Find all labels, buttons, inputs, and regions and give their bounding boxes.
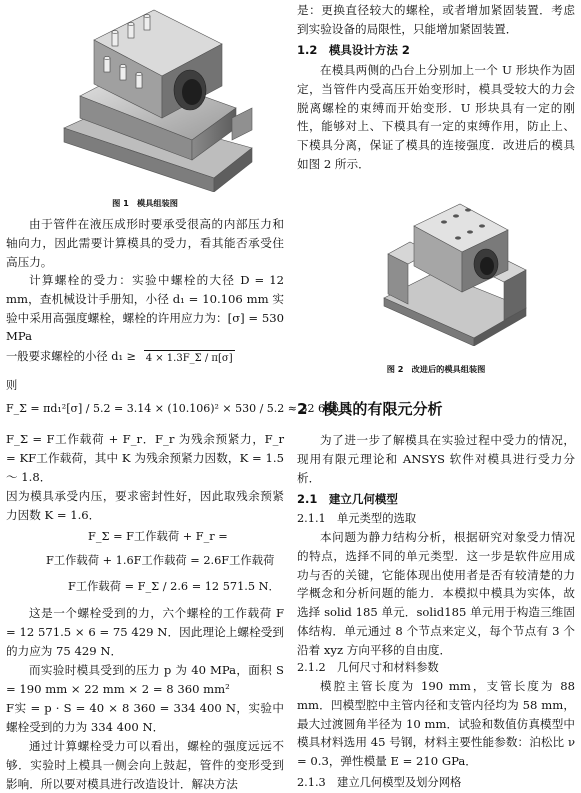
left-paragraph-1: 由于管件在液压成形时要承受很高的内部压力和轴向力，因此需要计算模具的受力，看其能否承受住高压力。 <box>6 217 284 269</box>
left-paragraph-6: 这是一个螺栓受到的力，六个螺栓的工作载荷 F = 12 571.5 × 6 = 75 429 N．因此理论上螺栓受到的力应为 75 429 N． <box>6 606 284 658</box>
radical-expression: 4 × 1.3F_Σ / π[σ] <box>144 350 235 364</box>
figure-2-caption: 图 2 改进后的模具组装图 <box>386 364 486 374</box>
section-2-heading: 2 模具的有限元分析 <box>297 400 443 418</box>
left-paragraph-9: 通过计算螺栓受力可以看出，螺栓的强度远远不够．实验时上模具一侧会向上鼓起，管件的变形受到影响．所以要对模具进行改造设计．解决方法 <box>6 739 284 791</box>
right-paragraph-3: 为了进一步了解模具在实验过程中受力的情况，现用有限元理论和 ANSYS 软件对模具进行受力分析． <box>297 433 575 485</box>
figure-1-image <box>46 0 260 192</box>
figure-1-caption: 图 1 模具组装图 <box>112 198 178 208</box>
left-paragraph-7: 而实验时模具受到的压力 p 为 40 MPa，面积 S = 190 mm × 22 mm × 2 = 8 360 mm² <box>6 663 284 696</box>
figure-2-image <box>374 196 534 346</box>
equation-2: F_Σ = F工作载荷 + F_r = <box>88 530 228 543</box>
then-label: 则 <box>6 379 18 392</box>
left-paragraph-2: 计算螺栓的受力：实验中螺栓的大径 D = 12 mm，查机械设计手册知，小径 d₁ = 10.106 mm 实验中采用高强度螺栓，螺栓的许用应力为：[σ] = 530 MPa <box>6 273 284 344</box>
left-paragraph-5: 因为模具承受内压，要求密封性好，因此取残余预紧力因数 K = 1.6． <box>6 489 284 522</box>
left-paragraph-8: F实 = p · S = 40 × 8 360 = 334 400 N，实验中螺栓受到的力为 334 400 N． <box>6 701 284 734</box>
right-paragraph-5: 模腔主管长度为 190 mm，支管长度为 88 mm．凹模型腔中主管内径和支管内径均为 58 mm，最大过渡圆角半径为 10 mm．试验和数值仿真模型中模具材料选用 45 号钢，材料主要性能参数：泊松比 ν = 0.3，弹性模量 E = 210 GPa． <box>297 679 575 769</box>
inequality-prefix: 一般要求螺栓的小径 d₁ ≥ <box>6 350 137 363</box>
right-paragraph-1: 是：更换直径较大的螺栓，或者增加紧固装置．考虑到实验设备的局限性，只能增加紧固装置． <box>297 3 575 36</box>
figure-2-improved-die-drawing <box>374 196 534 346</box>
equation-3: F工作载荷 + 1.6F工作载荷 = 2.6F工作载荷 <box>46 554 275 567</box>
heading-1-2: 1.2 模具设计方法 2 <box>297 43 410 57</box>
heading-2-1: 2.1 建立几何模型 <box>297 492 398 506</box>
right-paragraph-2: 在模具两侧的凸台上分别加上一个 U 形块作为固定，当管件内受高压开始变形时，模具受较大的力会脱离螺栓的束缚而开始变形．U 形块具有一定的刚性，能够对上、下模具有一定的束缚作用，防止上、下模具分离，保证了模具的连接强度．改进后的模具如图 2 所示． <box>297 63 575 171</box>
figure-1-die-drawing <box>46 0 260 192</box>
right-paragraph-4: 本问题为静力结构分析，根据研究对象受力情况的特点，选择不同的单元类型．这一步是软件应用成功与否的关键，它能体现出使用者是否有较清楚的力学概念和分析问题的能力．本模拟中模具为实体，故选择 solid 185 单元．solid185 单元用于构造三维固体结构．单元通过 8 个节点来定义，每个节点有 3 个沿着 xyz 方向平移的自由度． <box>297 530 575 657</box>
equation-4: F工作载荷 = F_Σ / 2.6 = 12 571.5 N． <box>68 580 280 593</box>
heading-2-1-1: 2.1.1 单元类型的选取 <box>297 512 417 525</box>
heading-2-1-3: 2.1.3 建立几何模型及划分网格 <box>297 776 462 789</box>
equation-f-sigma: F_Σ = πd₁²[σ] / 5.2 = 3.14 × (10.106)² × 530 / 5.2 ≈ 32 686 N <box>6 402 353 415</box>
heading-2-1-2: 2.1.2 几何尺寸和材料参数 <box>297 661 439 674</box>
left-paragraph-4: F_Σ = F工作载荷 + F_r．F_r 为残余预紧力，F_r = KF工作载荷，其中 K 为残余预紧力因数，K = 1.5 ～ 1.8． <box>6 432 284 484</box>
bolt-diameter-inequality <box>6 348 235 364</box>
